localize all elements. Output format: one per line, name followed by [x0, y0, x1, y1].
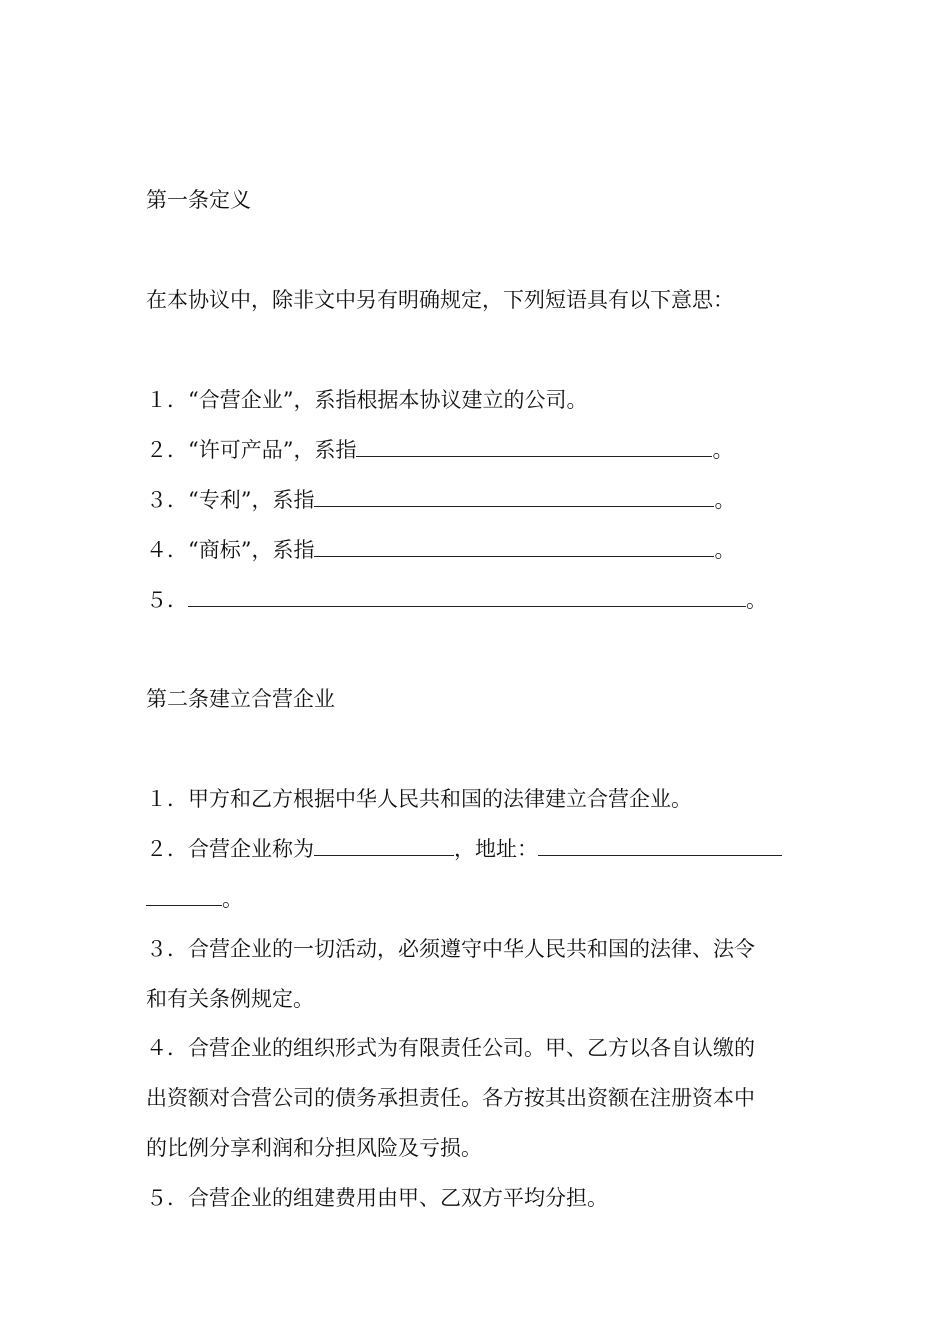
establish-item-1: １．甲方和乙方根据中华人民共和国的法律建立合营企业。 — [146, 787, 692, 811]
establish-item-3-line1: ３．合营企业的一切活动，必须遵守中华人民共和国的法律、法令 — [146, 937, 755, 961]
establish-item-4-line2: 出资额对合营公司的债务承担责任。各方按其出资额在注册资本中 — [146, 1086, 755, 1110]
fill-blank[interactable] — [314, 536, 714, 557]
definition-item-4 — [146, 535, 735, 565]
item-end: 。 — [746, 588, 767, 612]
item-end: 。 — [222, 887, 243, 911]
item-number: １． — [146, 388, 188, 412]
establish-item-4-line3: 的比例分享利润和分担风险及亏损。 — [146, 1136, 482, 1160]
definition-item-1 — [146, 385, 587, 415]
establish-item-3-line2: 和有关条例规定。 — [146, 987, 314, 1011]
item-text: “专利”，系指 — [188, 488, 315, 512]
item-text: “许可产品”，系指 — [188, 438, 357, 462]
fill-blank[interactable] — [356, 436, 712, 457]
address-blank-cont[interactable] — [146, 885, 222, 906]
item-end: 。 — [714, 488, 736, 512]
definition-item-5 — [146, 585, 767, 615]
item-text: “商标”，系指 — [188, 538, 315, 562]
item-text: ，地址： — [454, 837, 538, 861]
establish-item-5: ５．合营企业的组建费用由甲、乙双方平均分担。 — [146, 1186, 608, 1210]
item-end: 。 — [714, 538, 736, 562]
definition-item-2 — [146, 435, 733, 465]
definition-item-3 — [146, 485, 735, 515]
item-number: ３． — [146, 488, 188, 512]
address-blank[interactable] — [538, 835, 782, 856]
article2-title: 第二条建立合营企业 — [146, 687, 335, 711]
establish-item-2 — [146, 834, 782, 864]
item-number: ４． — [146, 538, 188, 562]
establish-item-4-line1: ４．合营企业的组织形式为有限责任公司。甲、乙方以各自认缴的 — [146, 1036, 755, 1060]
item-number: ５． — [146, 588, 188, 612]
item-number: ２． — [146, 438, 188, 462]
item-end: 。 — [712, 438, 734, 462]
article1-intro: 在本协议中，除非文中另有明确规定，下列短语具有以下意思： — [146, 288, 734, 312]
item-text: ２．合营企业称为 — [146, 837, 314, 861]
establish-item-2-cont — [146, 884, 243, 914]
item-text: “合营企业”，系指根据本协议建立的公司。 — [188, 388, 588, 412]
fill-blank[interactable] — [188, 586, 746, 607]
fill-blank[interactable] — [314, 486, 714, 507]
article1-title: 第一条定义 — [146, 188, 251, 212]
company-name-blank[interactable] — [314, 835, 454, 856]
